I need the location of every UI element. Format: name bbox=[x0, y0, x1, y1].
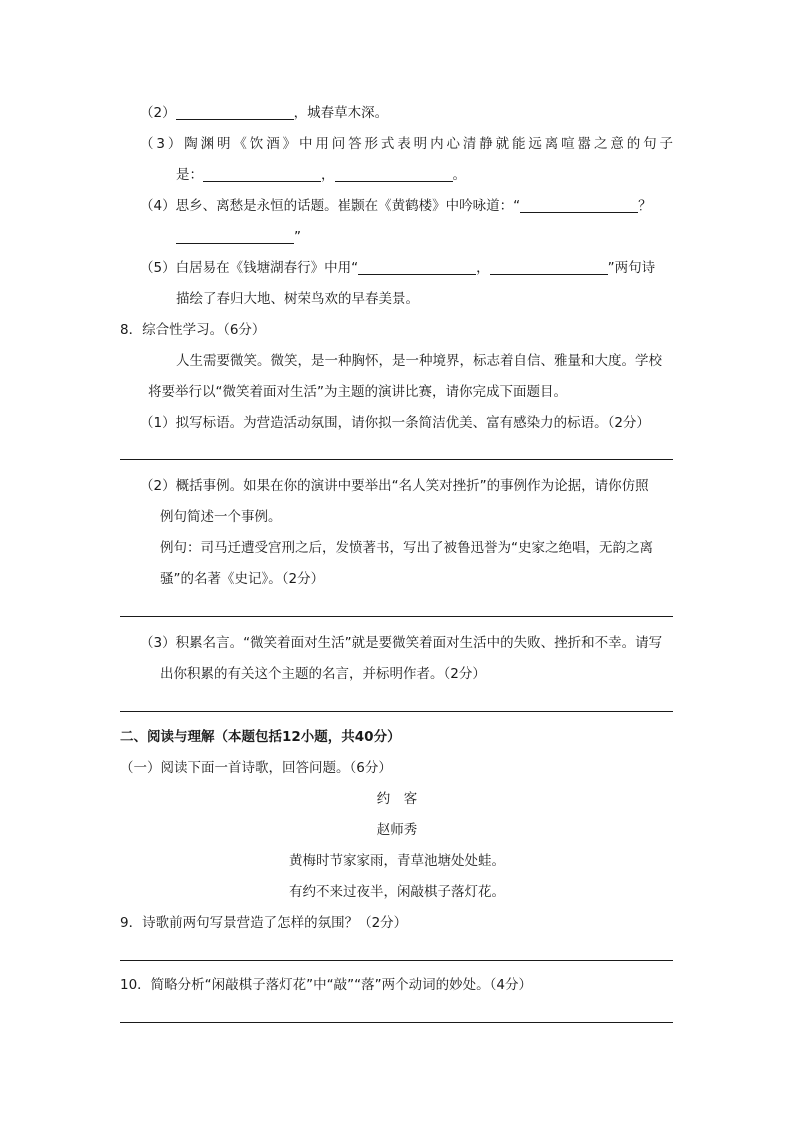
answer-line[interactable] bbox=[120, 960, 673, 961]
poem-author: 赵师秀 bbox=[376, 822, 418, 838]
q8-title: 8．综合性学习。（6分） bbox=[120, 322, 266, 338]
q7-item-4-qmark: ？ bbox=[638, 198, 652, 214]
q7-item-5-line1 bbox=[140, 259, 655, 277]
question-9: 9．诗歌前两句写景营造了怎样的氛围？（2分） bbox=[120, 915, 408, 931]
q8-sub1: （1）拟写标语。为营造活动氛围，请你拟一条简洁优美、富有感染力的标语。（2分） bbox=[140, 415, 650, 431]
q7-item-5-comma: ， bbox=[476, 260, 490, 276]
answer-blank[interactable] bbox=[176, 105, 294, 120]
reading-part-1: （一）阅读下面一首诗歌，回答问题。（6分） bbox=[120, 760, 392, 776]
q8-sub3-line1: （3）积累名言。“微笑着面对生活”就是要微笑着面对生活中的失败、挫折和不幸。请写 bbox=[140, 635, 663, 651]
answer-blank[interactable] bbox=[335, 167, 453, 182]
q8-example-line1: 例句：司马迁遭受宫刑之后，发愤著书，写出了被鲁迅誉为“史家之绝唱，无韵之离 bbox=[160, 540, 653, 556]
q8-sub2-line1: （2）概括事例。如果在你的演讲中要举出“名人笑对挫折”的事例作为论据，请你仿照 bbox=[140, 478, 649, 494]
answer-blank[interactable] bbox=[358, 260, 476, 275]
q7-item-4-line1 bbox=[140, 197, 652, 215]
q8-intro-line2: 将要举行以“微笑着面对生活”为主题的演讲比赛，请你完成下面题目。 bbox=[148, 384, 567, 400]
q7-item-3-comma: ， bbox=[321, 167, 335, 183]
q7-item-2-text: ，城春草木深。 bbox=[293, 105, 389, 121]
answer-line[interactable] bbox=[120, 1022, 673, 1023]
q7-item-3-line2 bbox=[176, 166, 466, 184]
answer-line[interactable] bbox=[120, 616, 673, 617]
q7-item-4-text: （4）思乡、离愁是永恒的话题。崔颢在《黄鹤楼》中吟咏道：“ bbox=[140, 198, 521, 214]
q7-item-3-lead: 是： bbox=[176, 167, 203, 183]
answer-line[interactable] bbox=[120, 459, 673, 460]
answer-blank[interactable] bbox=[203, 167, 321, 182]
q8-intro-line1: 人生需要微笑。微笑，是一种胸怀，是一种境界，标志着自信、雅量和大度。学校 bbox=[176, 353, 662, 369]
q7-item-5-post: ”两句诗 bbox=[607, 260, 656, 276]
answer-blank[interactable] bbox=[176, 229, 294, 244]
q8-example-line2: 骚”的名著《史记》。（2分） bbox=[160, 571, 325, 587]
q7-item-3-line1: （3）陶渊明《饮酒》中用问答形式表明内心清静就能远离喧嚣之意的句子 bbox=[140, 136, 673, 152]
q8-sub2-line2: 例句简述一个事例。 bbox=[160, 509, 282, 525]
q7-item-2 bbox=[140, 104, 388, 122]
answer-blank[interactable] bbox=[520, 198, 638, 213]
q7-item-4-close: ” bbox=[294, 229, 301, 245]
q7-item-5-line2: 描绘了春归大地、树荣鸟欢的早春美景。 bbox=[176, 291, 419, 307]
poem-line-1: 黄梅时节家家雨，青草池塘处处蛙。 bbox=[289, 853, 505, 869]
q7-item-2-number: （2） bbox=[140, 105, 176, 121]
q7-item-5-pre: （5）白居易在《钱塘湖春行》中用“ bbox=[140, 260, 359, 276]
poem-line-2: 有约不来过夜半，闲敲棋子落灯花。 bbox=[289, 884, 505, 900]
q8-sub3-line2: 出你积累的有关这个主题的名言，并标明作者。（2分） bbox=[160, 666, 486, 682]
question-10: 10．简略分析“闲敲棋子落灯花”中“敲”“落”两个动词的妙处。（4分） bbox=[120, 977, 532, 993]
q7-item-3-end: 。 bbox=[452, 167, 466, 183]
answer-blank[interactable] bbox=[490, 260, 608, 275]
q7-item-4-line2 bbox=[176, 228, 301, 246]
answer-line[interactable] bbox=[120, 711, 673, 712]
section-heading: 二、阅读与理解（本题包括12小题，共40分） bbox=[120, 729, 401, 745]
poem-title: 约 客 bbox=[376, 791, 418, 807]
